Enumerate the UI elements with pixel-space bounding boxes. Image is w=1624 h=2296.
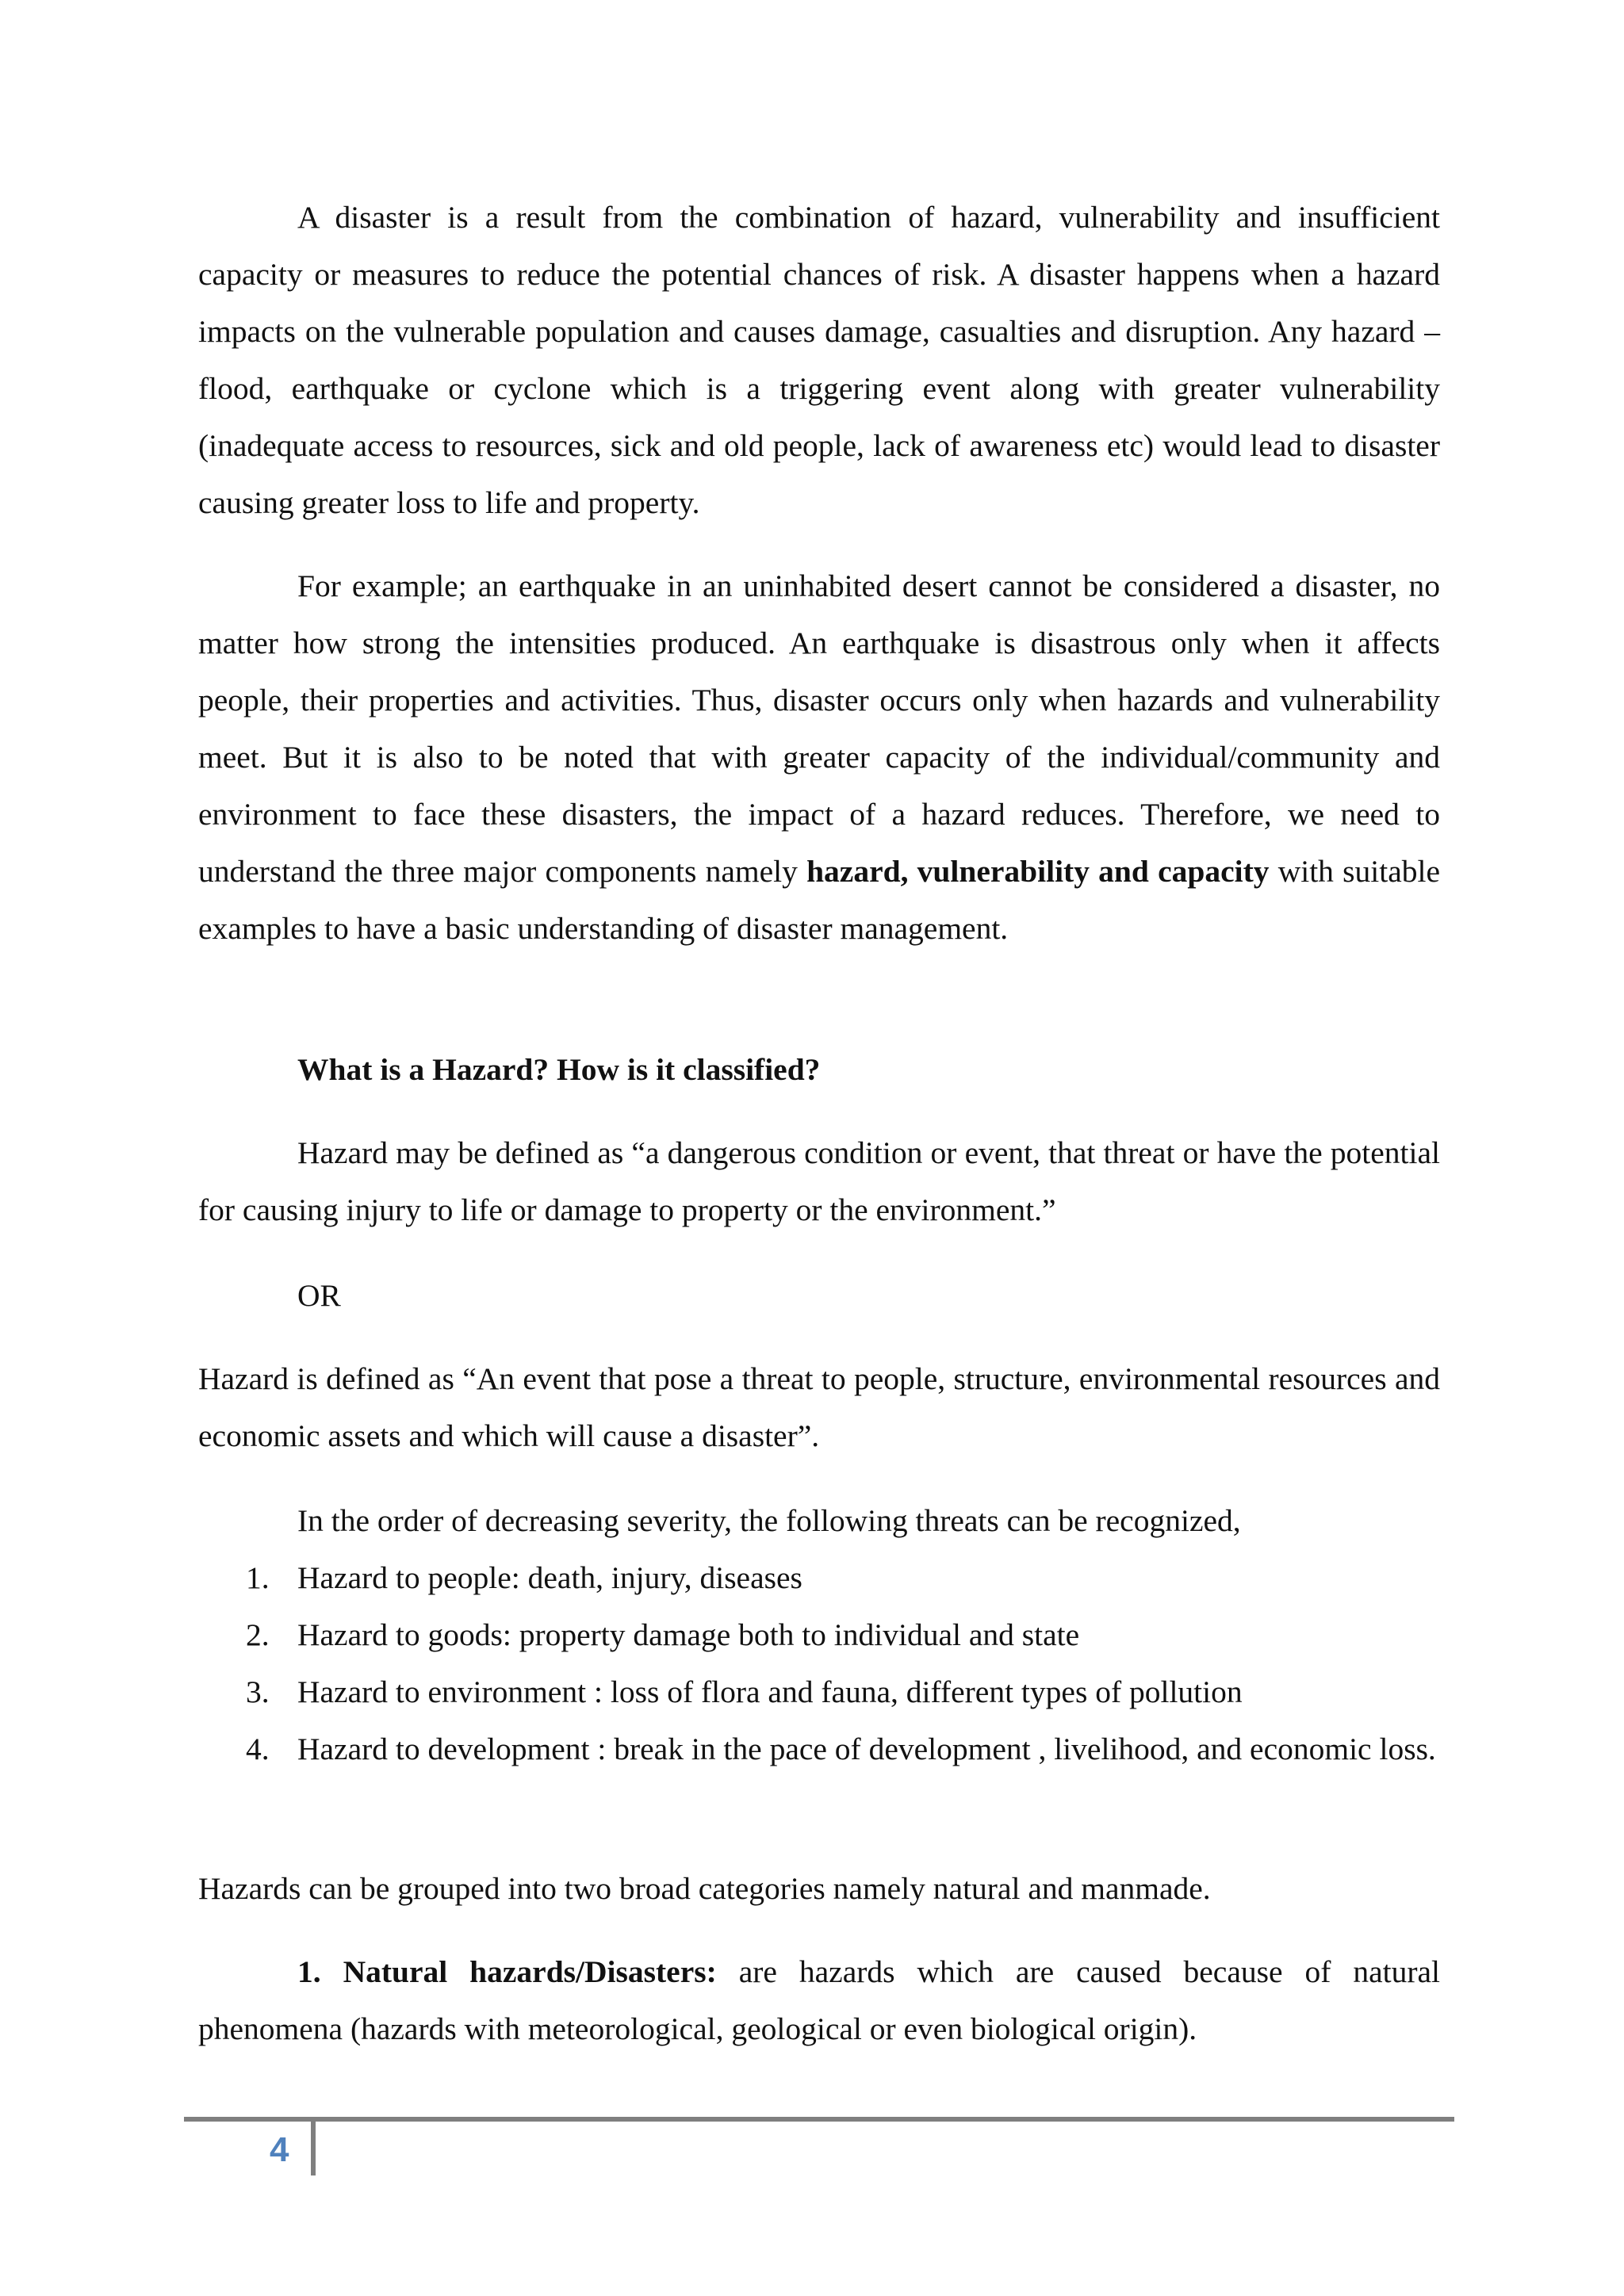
bold-term: hazard, vulnerability and capacity (806, 854, 1270, 889)
list-item (198, 1549, 1440, 1606)
paragraph-text: are hazards which are caused because of natural phenomena (hazards with meteorological, geological or even biological origin). (198, 1954, 1440, 2046)
threat-list (198, 1549, 1440, 1777)
page-number: 4 (270, 2130, 289, 2169)
paragraph-text: For example; an earthquake in an uninhabited desert cannot be considered a disaster, no matter how strong the intensities produced. An earthquake is disastrous only when it affects people, their properties and activities. Thus, disaster occurs only when hazards and vulnerability meet. But it is also to be noted that with greater capacity of the individual/community and environment to face these disasters, the impact of a hazard reduces. Therefore, we need to understand the three major components namely (198, 568, 1440, 889)
or-separator: OR (297, 1278, 341, 1313)
paragraph-natural-hazards (198, 1943, 1440, 2057)
bold-term: 1. Natural hazards/Disasters: (297, 1954, 717, 1989)
paragraph-hazard-definition-2: Hazard is defined as “An event that pose a threat to people, structure, environmental resources and economic assets and which will cause a disaster”. (198, 1361, 1440, 1453)
list-item-text: Hazard to people: death, injury, diseases (297, 1560, 802, 1595)
footer-separator (311, 2122, 316, 2175)
paragraph-hazard-categories: Hazards can be grouped into two broad categories namely natural and manmade. (198, 1871, 1211, 1906)
list-item-text: Hazard to goods: property damage both to individual and state (297, 1617, 1080, 1652)
list-number: 3. (246, 1674, 270, 1709)
paragraph-hazard-definition-1: Hazard may be defined as “a dangerous condition or event, that threat or have the potential for causing injury to life or damage to property or the environment.” (198, 1135, 1440, 1227)
section-heading: What is a Hazard? How is it classified? (297, 1052, 821, 1087)
list-item (198, 1663, 1440, 1720)
footer-rule (184, 2117, 1454, 2122)
list-item-text: Hazard to development : break in the pace of development , livelihood, and economic loss. (297, 1732, 1436, 1766)
paragraph-text: with suitable examples to have a basic understanding of disaster management. (198, 854, 1440, 946)
list-number: 1. (246, 1560, 270, 1595)
paragraph-severity-intro: In the order of decreasing severity, the following threats can be recognized, (297, 1503, 1241, 1538)
list-item-text: Hazard to environment : loss of flora and fauna, different types of pollution (297, 1674, 1243, 1709)
list-item (198, 1606, 1440, 1663)
list-item (198, 1720, 1440, 1777)
paragraph-disaster-definition: A disaster is a result from the combination of hazard, vulnerability and insufficient capacity or measures to reduce the potential chances of risk. A disaster happens when a hazard impacts on the vulnerable population and causes damage, casualties and disruption. Any hazard – flood, earthquake or cyclone which is a triggering event along with greater vulnerability (inadequate access to resources, sick and old people, lack of awareness etc) would lead to disaster causing greater loss to life and property. (198, 200, 1440, 520)
paragraph-earthquake-example (198, 557, 1440, 957)
list-number: 2. (246, 1617, 270, 1652)
list-number: 4. (246, 1732, 270, 1766)
